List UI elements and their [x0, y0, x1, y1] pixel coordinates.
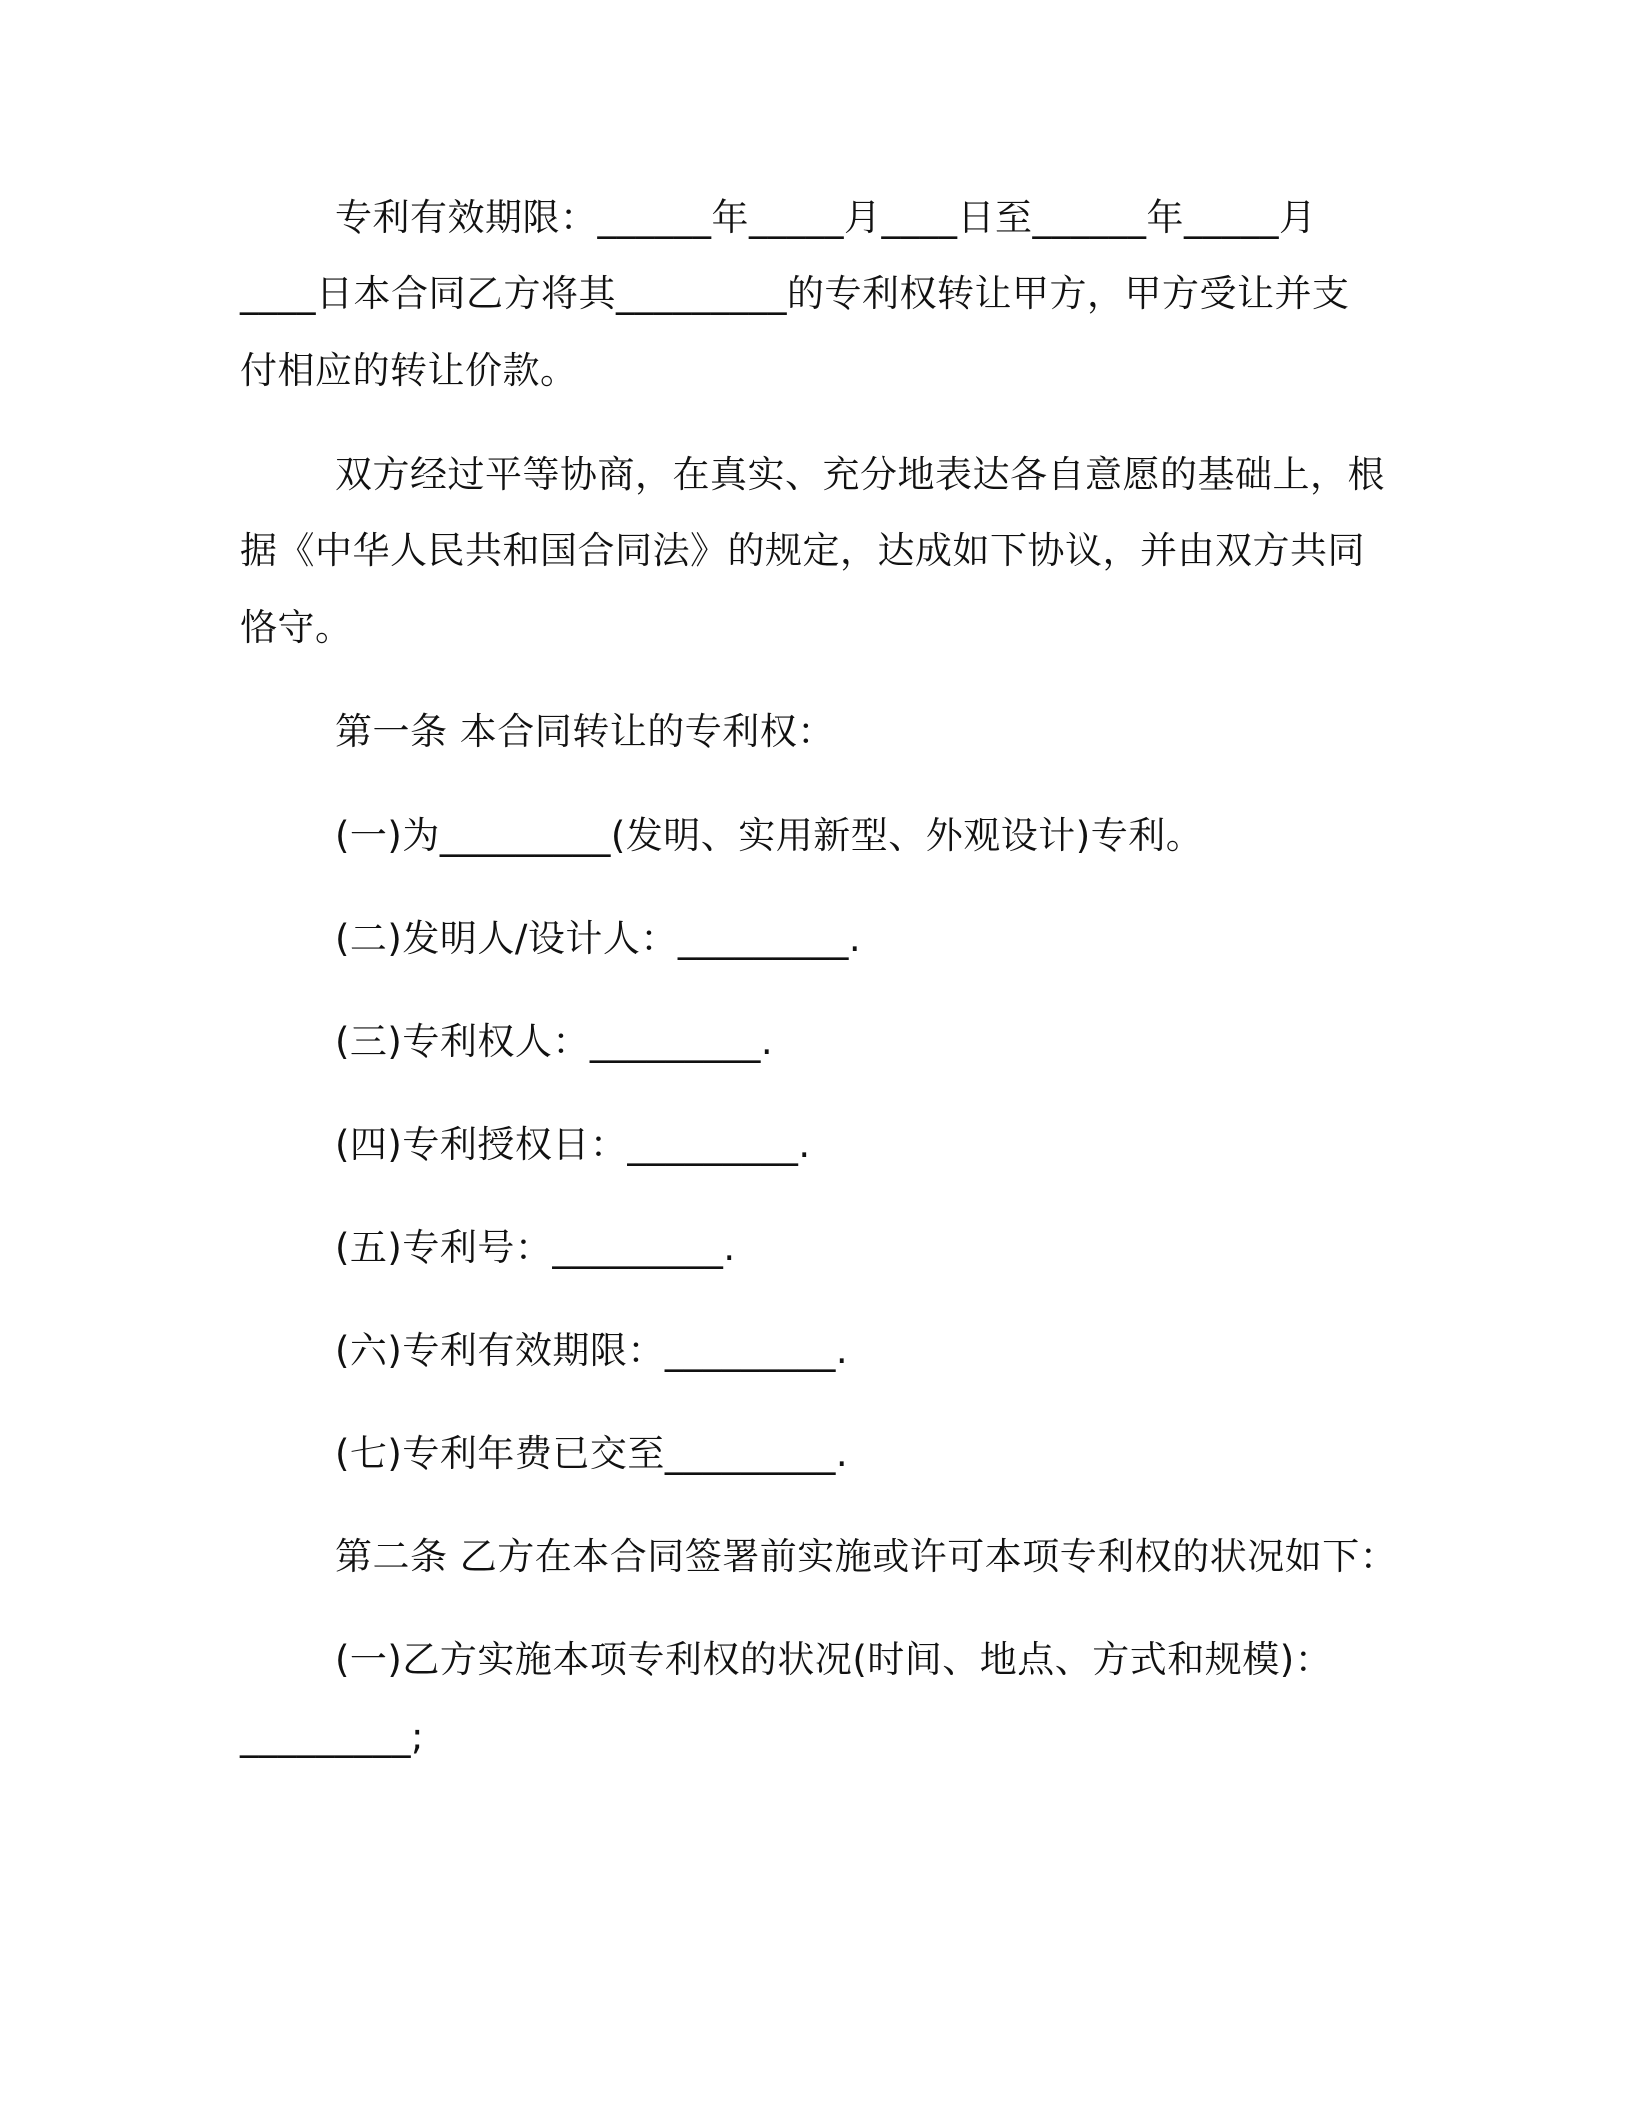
preamble-line-2: 据《中华人民共和国合同法》的规定，达成如下协议，并由双方共同	[240, 529, 1365, 572]
article-1-item: (二)发明人/设计人：_________.	[335, 917, 862, 960]
preamble-line-3: 恪守。	[240, 606, 353, 649]
article-1-item: (四)专利授权日：_________.	[335, 1123, 811, 1166]
article-1-item: (七)专利年费已交至_________.	[335, 1432, 849, 1475]
article-2-item-1-line-2: _________;	[240, 1715, 424, 1758]
article-2-item-1-line-1: (一)乙方实施本项专利权的状况(时间、地点、方式和规模)：	[335, 1638, 1333, 1681]
article-1-item: (六)专利有效期限：_________.	[335, 1329, 849, 1372]
article-2-title: 第二条 乙方在本合同签署前实施或许可本项专利权的状况如下：	[335, 1535, 1398, 1578]
intro-line-1: 专利有效期限：______年_____月____日至______年_____月	[335, 196, 1317, 239]
intro-line-2: ____日本合同乙方将其_________的专利权转让甲方，甲方受让并支	[240, 272, 1350, 315]
intro-line-3: 付相应的转让价款。	[240, 349, 578, 392]
article-1-item: (三)专利权人：_________.	[335, 1020, 774, 1063]
article-1-title: 第一条 本合同转让的专利权：	[335, 710, 835, 753]
article-1-item: (五)专利号：_________.	[335, 1226, 736, 1269]
article-1-item: (一)为_________(发明、实用新型、外观设计)专利。	[335, 814, 1204, 857]
preamble-line-1: 双方经过平等协商，在真实、充分地表达各自意愿的基础上，根	[335, 453, 1385, 496]
